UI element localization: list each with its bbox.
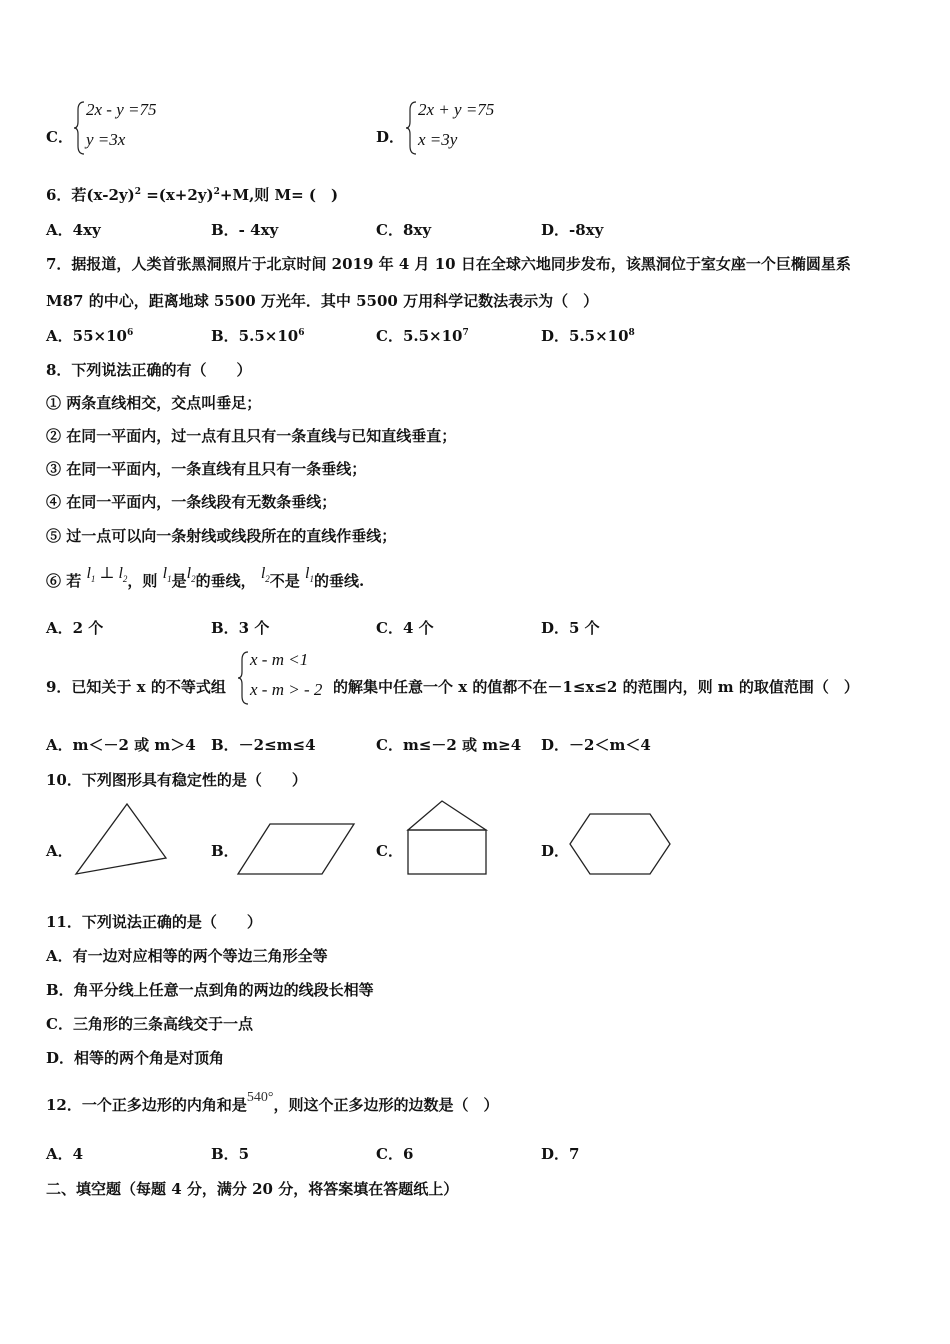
q7-option-c-exponent: 7 <box>462 328 469 338</box>
q5-option-d-eq2: x =3y <box>418 130 458 149</box>
q11-option-a: A．有一边对应相等的两个等边三角形全等 <box>46 947 328 965</box>
q7-option-d <box>541 326 635 346</box>
q10-hexagon-figure <box>568 810 674 878</box>
q8-s6-l2-b <box>260 565 270 585</box>
q7-option-a-exponent: 6 <box>126 328 134 338</box>
q5-option-d-label: D． <box>376 128 405 146</box>
q12-option-c: C．6 <box>376 1145 414 1163</box>
q7-option-c <box>376 326 469 346</box>
q10-triangle-figure <box>70 800 170 880</box>
q5-option-d-eq1: 2x + y =75 <box>418 100 495 119</box>
q12-option-d: D．7 <box>541 1145 580 1163</box>
q5-option-c-label: C． <box>46 128 73 146</box>
q8-s6-text-c: 是 <box>171 572 187 590</box>
q5-option-c-brace <box>74 100 86 156</box>
q12-stem-part-b: ，则这个正多边形的边数是（ ） <box>273 1096 499 1114</box>
q8-s6-l-symbol: l <box>118 565 123 582</box>
q7-option-a-base: A．55×10 <box>46 327 127 345</box>
q8-s6-text-f: 的垂线. <box>314 572 365 590</box>
q7-option-c-base: C．5.5×10 <box>376 327 463 345</box>
q8-s6-perp-symbol: ⊥ <box>99 565 115 582</box>
q8-statement-4: ④ 在同一平面内，一条线段有无数条垂线； <box>46 493 337 511</box>
q7-option-a <box>46 326 133 346</box>
q8-s6-l1 <box>162 565 172 585</box>
q8-s6-l-symbol: l <box>305 565 310 582</box>
q8-option-d: D．5 个 <box>541 619 600 637</box>
q8-s6-text-e: 不是 <box>269 572 300 590</box>
q7-stem-line-2: M87 的中心，距离地球 5500 万光年．其中 5500 万用科学记数法表示为（ ） <box>46 292 599 310</box>
q5-option-d-brace <box>406 100 418 156</box>
q10-stem: 10．下列图形具有稳定性的是（ ） <box>46 771 307 789</box>
q9-eq2: x - m > - 2 <box>250 680 323 699</box>
q7-option-d-base: D．5.5×10 <box>541 327 629 345</box>
q6-option-a: A．4xy <box>46 221 101 239</box>
q8-option-a: A．2 个 <box>46 619 104 637</box>
q12-stem <box>46 1090 499 1117</box>
q10-option-d-label: D． <box>541 842 570 860</box>
q10-option-a-label: A． <box>46 842 73 860</box>
q6-stem-part-a: 6．若(x-2y) <box>46 186 135 204</box>
q5-option-c-eq1: 2x - y =75 <box>86 100 157 119</box>
q11-option-c: C．三角形的三条高线交于一点 <box>46 1015 253 1033</box>
q11-stem: 11．下列说法正确的是（ ） <box>46 913 262 931</box>
q8-s6-l-symbol: l <box>162 565 168 582</box>
q8-s6-sub: 2 <box>122 574 128 585</box>
q11-option-d: D．相等的两个角是对顶角 <box>46 1049 225 1067</box>
q9-eq1: x - m <1 <box>250 650 309 669</box>
q8-s6-l-symbol: l <box>186 565 192 582</box>
q9-stem-part-a: 9．已知关于 x 的不等式组 <box>46 678 226 696</box>
q8-statement-3: ③ 在同一平面内，一条直线有且只有一条垂线； <box>46 460 367 478</box>
q8-stem: 8．下列说法正确的有（ ） <box>46 361 252 379</box>
q8-s6-l2 <box>186 565 196 585</box>
q8-s6-text-a: ⑥ 若 <box>46 572 82 590</box>
q6-stem-exponent-1: 2 <box>134 187 141 197</box>
q7-option-d-exponent: 8 <box>628 328 635 338</box>
q12-angle-value: 540° <box>246 1090 274 1105</box>
q10-parallelogram-figure <box>236 820 358 878</box>
q6-stem-part-b: =(x+2y) <box>140 186 214 204</box>
q8-s6-l1-b <box>305 565 314 585</box>
q6-stem-part-c: +M,则 M= ( ) <box>219 186 339 204</box>
q12-stem-part-a: 12．一个正多边形的内角和是 <box>46 1096 247 1114</box>
q5-option-c-eq2: y =3x <box>86 130 126 149</box>
q8-s6-sub: 1 <box>167 574 172 585</box>
q6-option-d: D．-8xy <box>541 221 604 239</box>
q8-s6-l-symbol: l <box>86 565 91 582</box>
q8-s6-sub: 1 <box>309 574 314 585</box>
q8-statement-2: ② 在同一平面内，过一点有且只有一条直线与已知直线垂直； <box>46 427 457 445</box>
q10-option-c-label: C． <box>376 842 403 860</box>
q9-option-a: A．m＜－2 或 m＞4 <box>46 736 196 754</box>
q8-s6-text-b: ，则 <box>127 572 158 590</box>
q6-stem-exponent-2: 2 <box>213 187 220 197</box>
q8-statement-6 <box>46 565 365 592</box>
q8-s6-sub: 2 <box>265 574 270 585</box>
q8-s6-l1-perp-l2 <box>86 565 128 585</box>
q8-statement-5: ⑤ 过一点可以向一条射线或线段所在的直线作垂线； <box>46 527 397 545</box>
q8-s6-sub: 1 <box>90 574 96 585</box>
q9-system-brace <box>238 650 250 706</box>
q7-option-b-exponent: 6 <box>298 328 305 338</box>
q7-option-b <box>211 326 304 346</box>
q6-stem <box>46 185 338 205</box>
q8-s6-text-d: 的垂线， <box>195 572 256 590</box>
q10-option-b-label: B． <box>211 842 239 860</box>
q10-house-figure <box>404 798 490 878</box>
q9-stem-part-b: 的解集中任意一个 x 的值都不在－1≤x≤2 的范围内，则 m 的取值范围（ ） <box>333 678 859 696</box>
q6-option-b: B．- 4xy <box>211 221 279 239</box>
q8-option-b: B．3 个 <box>211 619 270 637</box>
q11-option-b: B．角平分线上任意一点到角的两边的线段长相等 <box>46 981 374 999</box>
q6-option-c: C．8xy <box>376 221 432 239</box>
q9-option-d: D．－2＜m＜4 <box>541 736 651 754</box>
q9-option-c: C．m≤－2 或 m≥4 <box>376 736 522 754</box>
q7-stem-line-1: 7．据报道，人类首张黑洞照片于北京时间 2019 年 4 月 10 日在全球六地同步发布，该黑洞位于室女座一个巨椭圆星系 <box>46 255 851 273</box>
q8-option-c: C．4 个 <box>376 619 434 637</box>
q12-option-b: B．5 <box>211 1145 250 1163</box>
section-2-title: 二、填空题（每题 4 分，满分 20 分，将答案填在答题纸上） <box>46 1180 459 1198</box>
q9-option-b: B．－2≤m≤4 <box>211 736 316 754</box>
q8-s6-sub: 2 <box>191 574 196 585</box>
q8-statement-1: ① 两条直线相交，交点叫垂足； <box>46 394 262 412</box>
q7-option-b-base: B．5.5×10 <box>211 327 299 345</box>
q8-s6-l-symbol: l <box>260 565 266 582</box>
q12-option-a: A．4 <box>46 1145 84 1163</box>
